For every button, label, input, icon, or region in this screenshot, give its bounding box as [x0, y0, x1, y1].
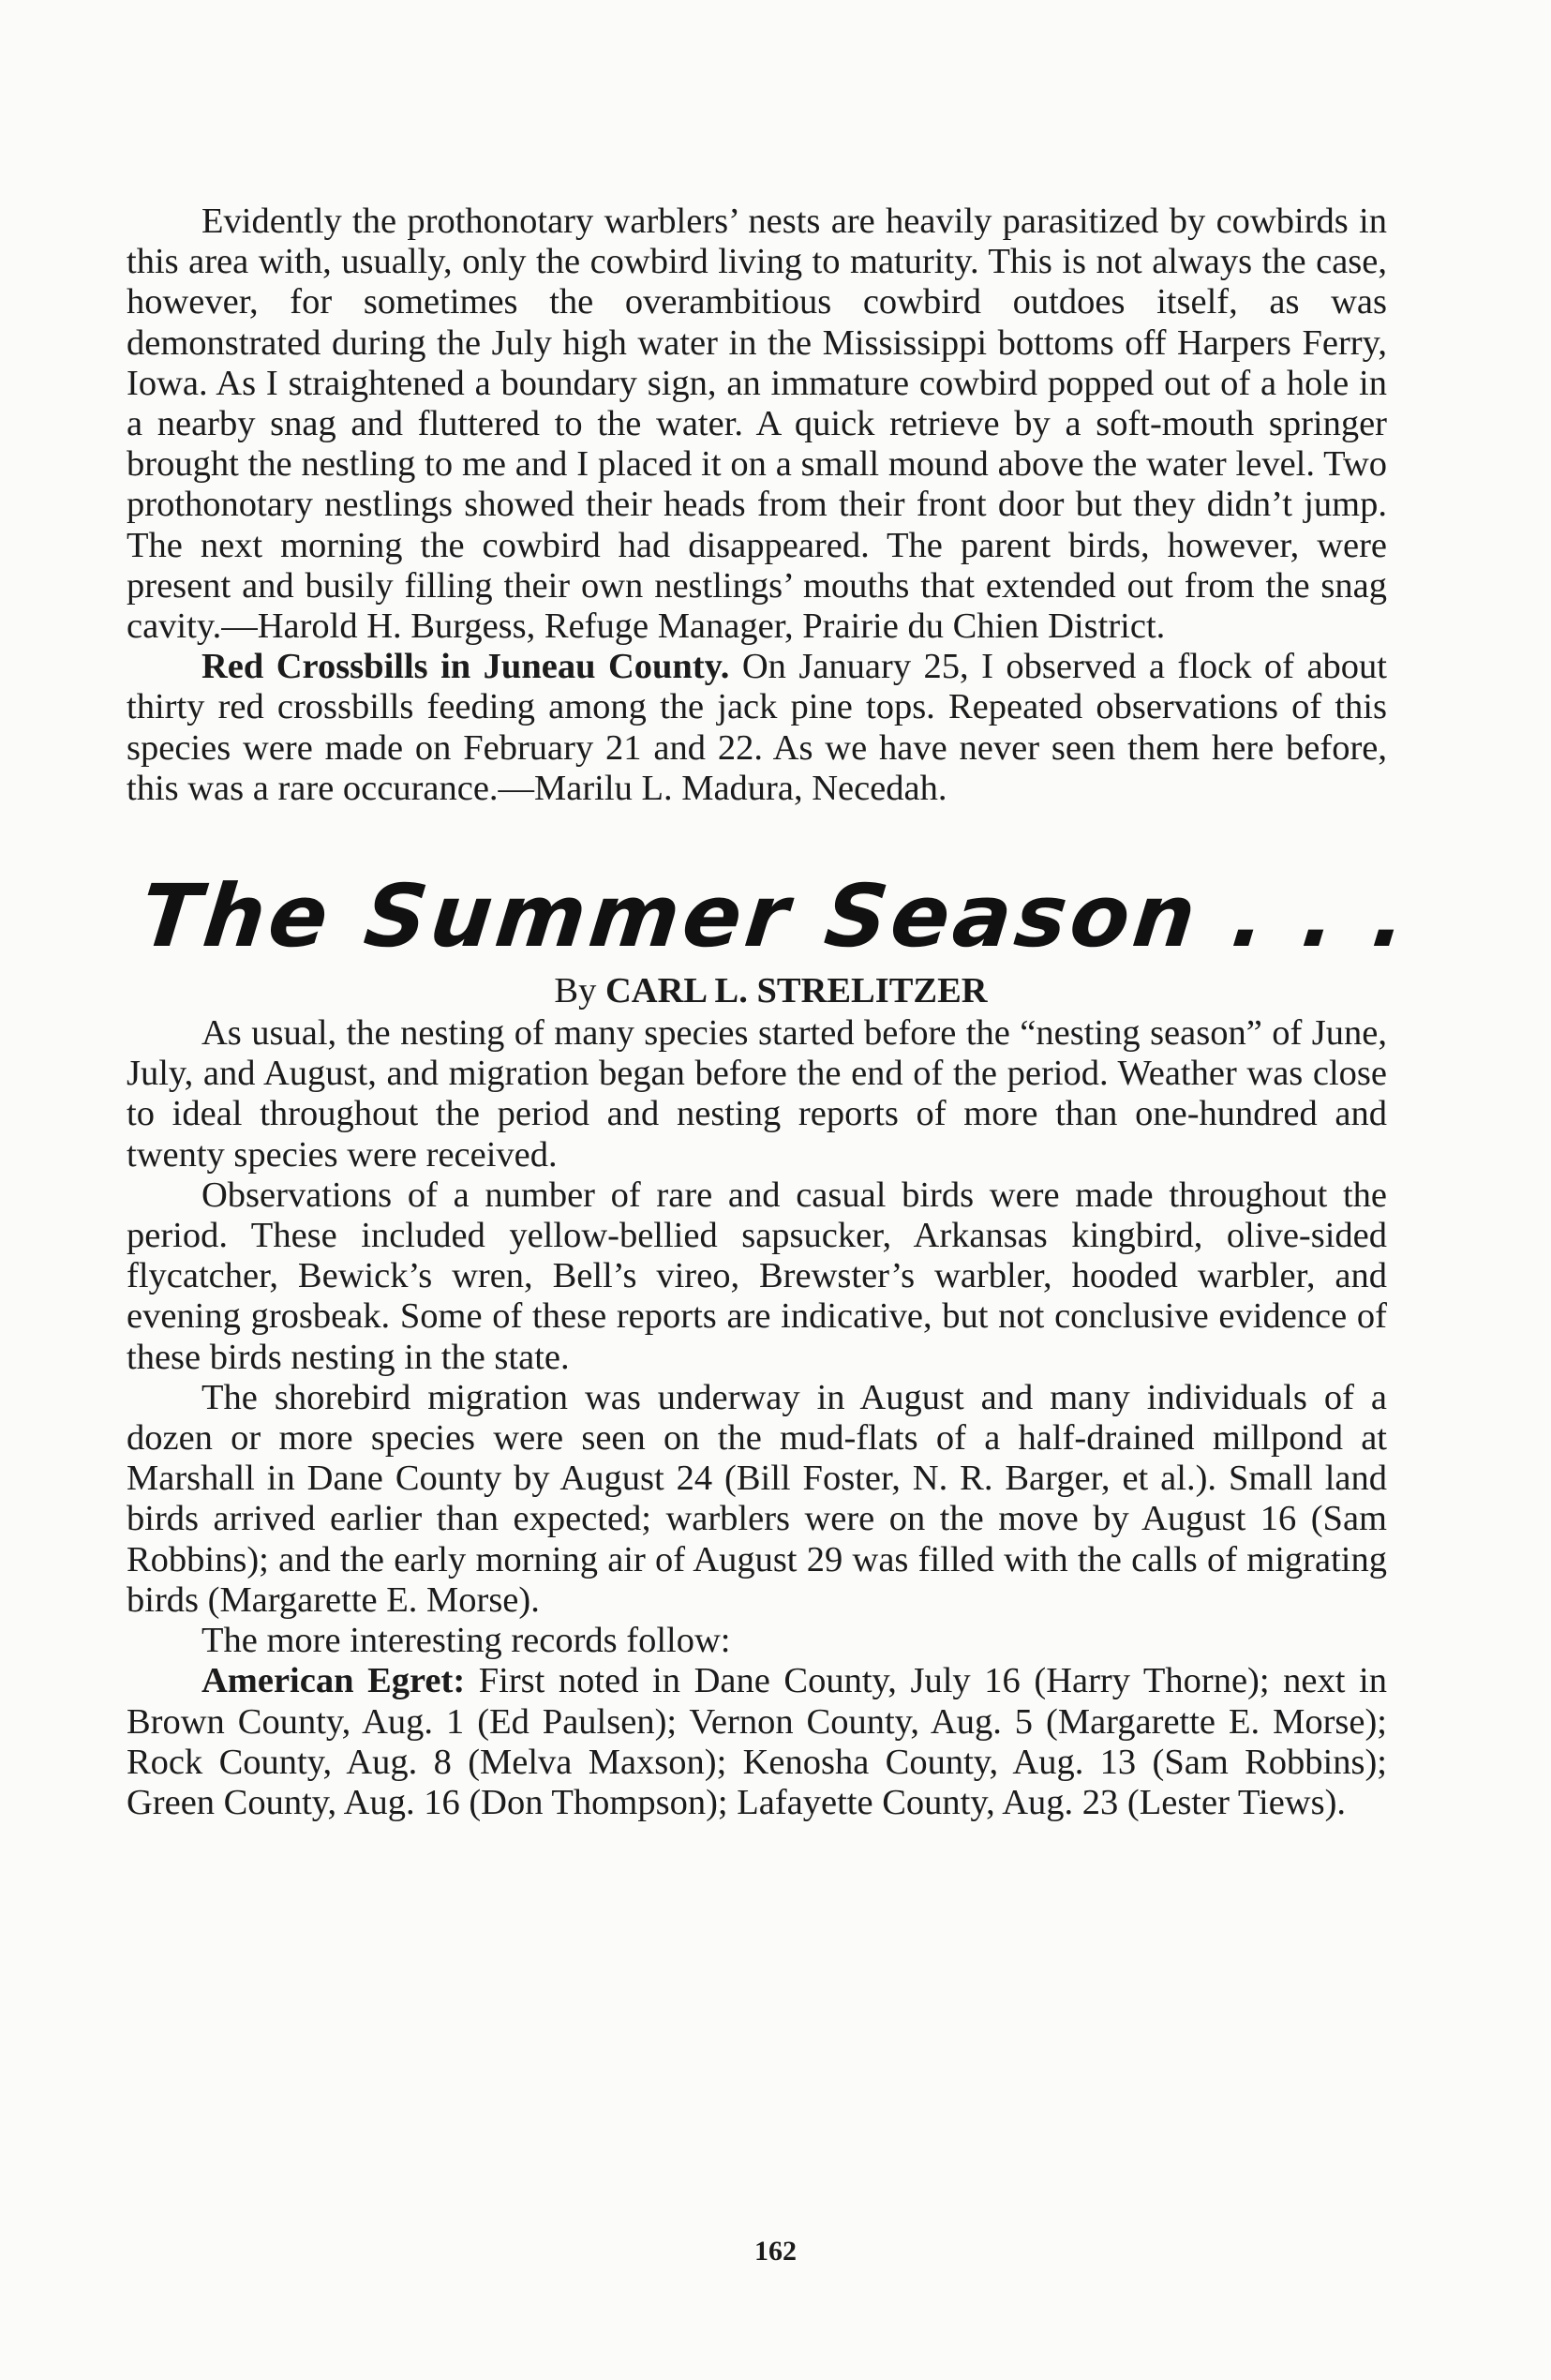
byline-prefix: By — [554, 971, 605, 1011]
article-paragraph: Observations of a number of rare and casual birds were made throughout the period. These included yellow-bellied sapsucker, Arkansas kingbird, olive-sided flycatcher, Bewick’s wren, Bell’s vireo, Brewster’s warbler, hooded warbler, and evening grosbeak. Some of these reports are indicative, but not conclusive evidence of these birds nesting in the state. — [127, 1175, 1387, 1377]
egret-text: First noted in Dane County, July 16 (Harry Thorne); next in Brown County, Aug. 1 (Ed Paulsen); Vernon County, Aug. 5 (Margarette E. Morse); Rock County, Aug. 8 (Melva Maxson); Kenosha County, Aug. 13 (Sam Robbins); Green County, Aug. 16 (Don Thompson); Lafayette County, Aug. 23 (Lester Tiews). — [127, 1661, 1387, 1822]
text-column — [127, 202, 1415, 1823]
article-paragraph: The more interesting records follow: — [201, 1621, 731, 1661]
page-number: 162 — [754, 2236, 797, 2267]
prothonotary-note — [127, 202, 1387, 647]
byline — [155, 968, 1387, 1013]
article-paragraph: As usual, the nesting of many species started before the “nesting season” of June, July, and August, and migration began before the end of the period. Weather was close to ideal throughout the period and nesting reports of more than one-hundred and twenty species were received. — [127, 1013, 1387, 1175]
crossbills-text: On January 25, I observed a flock of about thirty red crossbills feeding among the jack pine tops. Repeated observations of this species were made on February 21 and 22. As we have never seen them here before, this was a rare occurance.—Marilu L. Madura, Necedah. — [127, 647, 1387, 808]
crossbills-heading: Red Crossbills in Juneau County. — [201, 647, 730, 687]
crossbills-note — [127, 647, 1387, 809]
article-paragraph: The shorebird migration was underway in August and many individuals of a dozen or more species were seen on the mud-flats of a half-drained millpond at Marshall in Dane County by August 24 (Bill Foster, N. R. Barger, et al.). Small land birds arrived earlier than expected; warblers were on the move by August 16 (Sam Robbins); and the early morning air of August 29 was filled with the calls of migrating birds (Margarette E. Morse). — [127, 1377, 1387, 1620]
author-name: CARL L. STRELITZER — [604, 971, 988, 1011]
prothonotary-note-text: Evidently the prothonotary warblers’ nests are heavily parasitized by cowbirds in this area with, usually, only the cowbird living to maturity. This is not always the case, however, for sometimes the overambitious cowbird outdoes itself, as was demonstrated during the July high water in the Mississippi bottoms off Harpers Ferry, Iowa. As I straightened a boundary sign, an immature cowbird popped out of a hole in a nearby snag and fluttered to the water. A quick retrieve by a soft-mouth springer brought the nestling to me and I placed it on a small mound above the water level. Two prothonotary nestlings showed their heads from their front door but they didn’t jump. The next morning the cowbird had disappeared. The parent birds, however, were present and busily filling their own nestlings’ mouths that extended out from the snag cavity.—Harold H. Burgess, Refuge Manager, Prairie du Chien District. — [127, 202, 1387, 647]
article-title: The Summer Season . . . — [136, 866, 1415, 967]
egret-record — [127, 1661, 1387, 1823]
egret-heading: American Egret: — [201, 1661, 466, 1701]
